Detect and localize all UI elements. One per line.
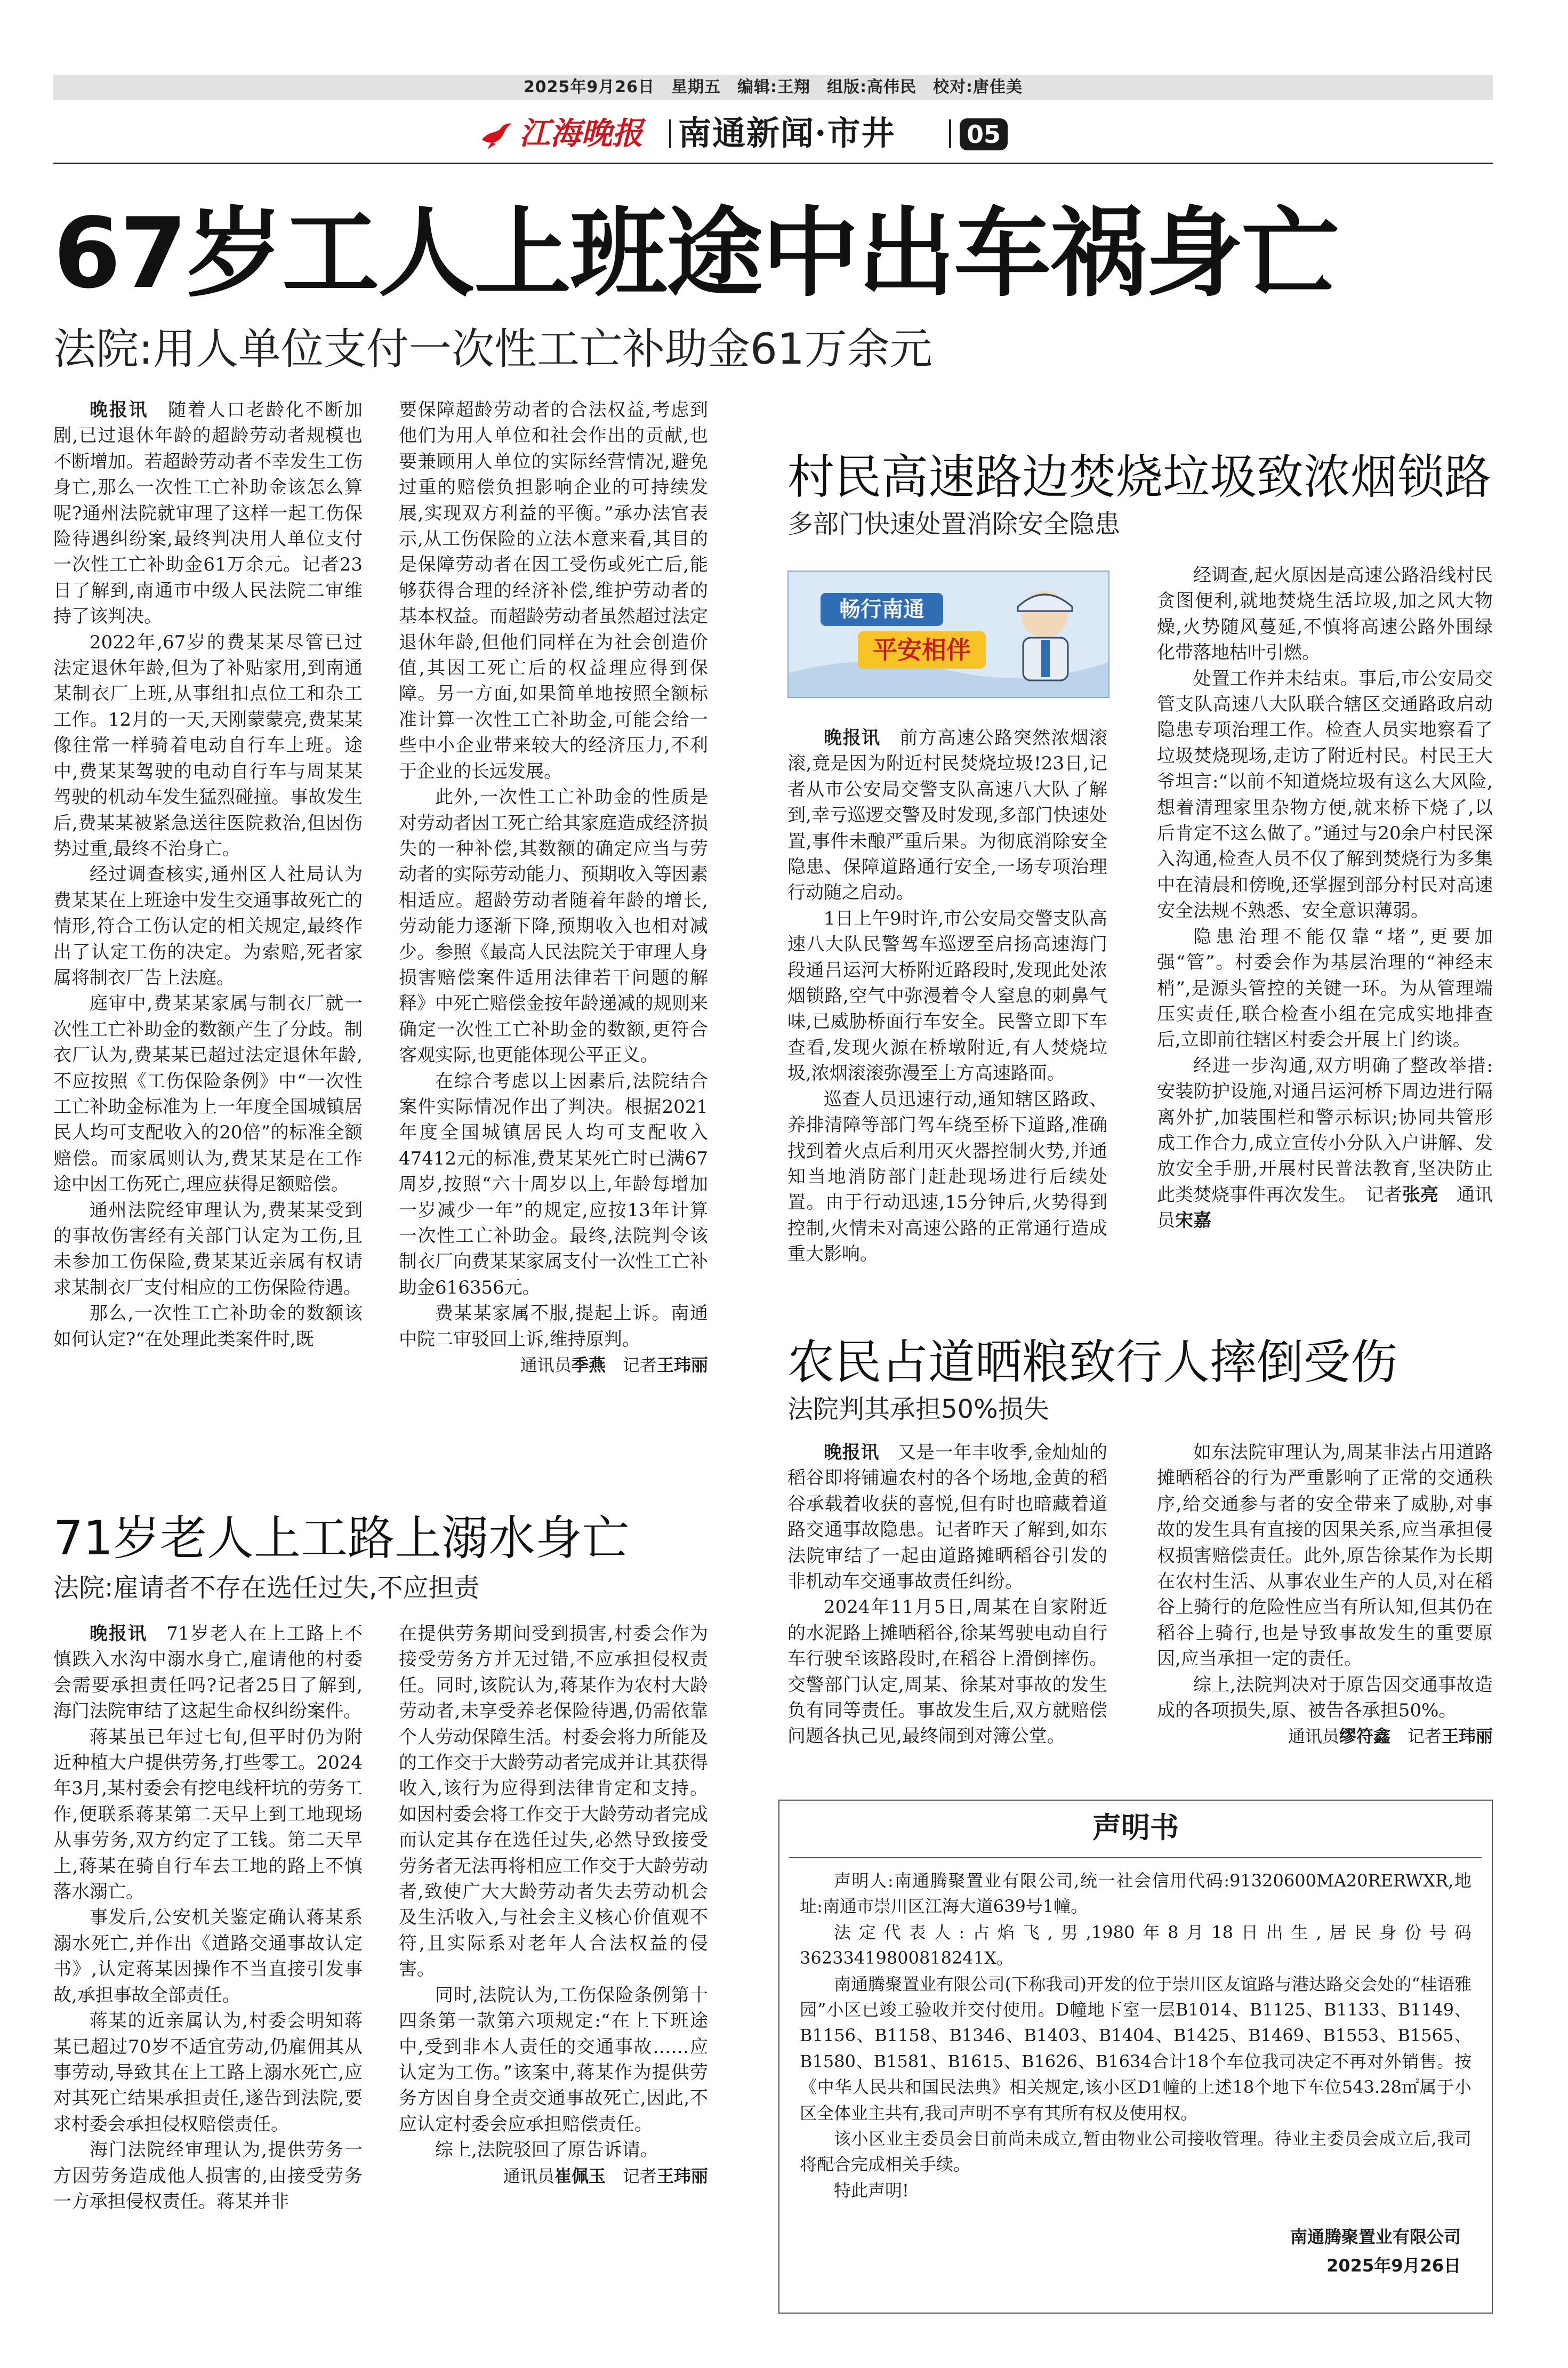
article-paragraph: 经调查,起火原因是高速公路沿线村民贪图便利,就地焚烧生活垃圾,加之风大物燥,火势随风蔓延,不慎将高速公路外围绿化带落地枯叶引燃。 (1157, 565, 1493, 664)
story2-headline: 村民高速路边焚烧垃圾致浓烟锁路 (787, 449, 1492, 504)
article-paragraph: 蒋某的近亲属认为,村委会明知蒋某已超过70岁不适宜劳动,仍雇佣其从事劳动,导致其在上工路上溺水死亡,应对其死亡结果承担责任,遂告到法院,要求村委会承担侵权赔偿责任。 (53, 2010, 363, 2135)
story3-column-2 (1157, 1440, 1493, 1749)
notice-signer: 南通腾聚置业有限公司 (1290, 2227, 1461, 2247)
lead-tag: 晚报讯 (824, 1442, 880, 1463)
article-paragraph: 经进一步沟通,双方明确了整改举措:安装防护设施,对通吕运河桥下周边进行隔离外扩,加装围栏和警示标识;协同共管形成工作合力,成立宣传小分队入户讲解、发放安全手册,开展村民普法教育,坚决防止此类焚烧事件再次发生。 记者张亮 通讯员宋嘉 (1157, 1055, 1493, 1232)
lead-tag: 晚报讯 (824, 727, 881, 749)
section-name: 南通新闻·市井 (678, 114, 896, 152)
main-article-column-2 (399, 397, 708, 1378)
notice-date: 2025年9月26日 (1326, 2255, 1461, 2276)
banner-line1: 畅行南通 (839, 597, 924, 622)
byline: 通讯员崔佩玉 记者王玮丽 (503, 2165, 708, 2186)
article-paragraph: 此外,一次性工亡补助金的性质是对劳动者因工死亡给其家庭造成经济损失的一种补偿,其数额的确定应当与劳动者的实际劳动能力、预期收入等因素相适应。超龄劳动者随着年龄的增长,劳动能力逐渐下降,预期收入也相对减少。参照《最高人民法院关于审理人身损害赔偿案件适用法律若干问题的解释》中死亡赔偿金按年龄递减的规则来确定一次性工亡补助金的数额,更符合客观实际,也更能体现公平正义。 (399, 786, 708, 1066)
swallow-logo-icon (480, 118, 514, 152)
legal-notice (778, 1800, 1493, 2333)
header-rule (53, 163, 1493, 164)
story2-column-2 (1157, 563, 1493, 1234)
story3-subhead: 法院判其承担50%损失 (787, 1394, 1049, 1424)
notice-signature (800, 2222, 1471, 2280)
article-paragraph: 晚报讯 前方高速公路突然浓烟滚滚,竟是因为附近村民焚烧垃圾!23日,记者从市公安局交警支队高速八大队了解到,幸亏巡逻交警及时发现,多部门快速处置,事件未酿严重后果。为彻底消除安全隐患、保障道路通行安全,一场专项治理行动随之启动。 (787, 727, 1108, 904)
article-paragraph: 晚报讯 71岁老人在上工路上不慎跌入水沟中溺水身亡,雇请他的村委会需要承担责任吗?记者25日了解到,海门法院审结了这起生命权纠纷案件。 (53, 1623, 363, 1722)
notice-paragraph: 该小区业主委员会目前尚未成立,暂由物业公司接收管理。待业主委员会成立后,我司将配合完成相关手续。 (800, 2129, 1471, 2175)
article-paragraph: 那么,一次性工亡补助金的数额该如何认定?“在处理此类案件时,既 (53, 1303, 363, 1350)
notice-paragraph: 南通腾聚置业有限公司(下称我司)开发的位于崇川区友谊路与港达路交会处的“桂语雅园”小区已竣工验收并交付使用。D幢地下室一层B1014、B1125、B1133、B1149、B1156、B1158、B1346、B1403、B1404、B1425、B1469、B1553、B1565、B1580、B1581、B1615、B1626、B1634合计18个车位我司决定不再对外销售。按《中华人民共和国民法典》相关规定,该小区D1幢的上述18个地下车位543.28㎡属于小区全体业主共有,我司声明不享有其所有权及使用权。 (800, 1973, 1471, 2123)
article-paragraph: 费某某家属不服,提起上诉。南通中院二审驳回上诉,维持原判。 (399, 1303, 708, 1350)
story2-subhead: 多部门快速处置消除安全隐患 (787, 509, 1121, 539)
article-paragraph: 综上,法院判决对于原告因交通事故造成的各项损失,原、被告各承担50%。 (1157, 1674, 1493, 1722)
byline: 通讯员缪符鑫 记者王玮丽 (1288, 1726, 1493, 1747)
article-paragraph: 2024年11月5日,周某在自家附近的水泥路上摊晒稻谷,徐某驾驶电动自行车行驶至该路段时,在稻谷上滑倒摔伤。交警部门认定,周某、徐某对事故的发生负有同等责任。事故发生后,双方就赔偿问题各执己见,最终闹到对簿公堂。 (787, 1596, 1107, 1747)
article-paragraph: 巡查人员迅速行动,通知辖区路政、养排清障等部门驾车绕至桥下道路,准确找到着火点后利用灭火器控制火势,并通知当地消防部门赶赴现场进行后续处置。由于行动迅速,15分钟后,火势得到控制,火情未对高速公路的正常通行造成重大影响。 (787, 1088, 1107, 1265)
article-paragraph: 蒋某虽已年过七旬,但平时仍为附近种植大户提供劳务,打些零工。2024年3月,某村委会有挖电线杆坑的劳务工作,便联系蒋某第二天早上到工地现场从事劳务,双方约定了工钱。第二天早上,蒋某在骑自行车去工地的路上不慎落水溺亡。 (53, 1726, 363, 1903)
newspaper-logo (480, 107, 643, 160)
article-paragraph: 隐患治理不能仅靠“堵”,更要加强“管”。村委会作为基层治理的“神经末梢”,是源头管控的关键一环。为从管理端压实责任,联合检查小组在完成实地排查后,立即前往辖区村委会开展上门约谈。 (1157, 926, 1493, 1051)
story2-column-1 (787, 725, 1107, 1267)
lead-tag: 晚报讯 (90, 1623, 148, 1644)
notice-paragraph: 特此声明! (834, 2180, 909, 2201)
story4-headline: 71岁老人上工路上溺水身亡 (53, 1511, 629, 1566)
notice-title: 声明书 (1092, 1811, 1179, 1844)
article-paragraph: 要保障超龄劳动者的合法权益,考虑到他们为用人单位和社会作出的贡献,也要兼顾用人单位的实际经营情况,避免过重的赔偿负担影响企业的可持续发展,实现双方利益的平衡。”承办法官表示,从工伤保险的立法本意来看,其目的是保障劳动者在因工受伤或死亡后,能够获得合理的经济补偿,维护劳动者的基本权益。而超龄劳动者虽然超过法定退休年龄,但他们同样在为社会创造价值,其因工死亡后的权益理应得到保障。另一方面,如果简单地按照全额标准计算一次性工亡补助金,可能会给一些中小企业带来较大的经济压力,不利于企业的长远发展。 (399, 399, 708, 782)
article-paragraph: 经过调查核实,通州区人社局认为费某某在上班途中发生交通事故死亡的情形,符合工伤认定的相关规定,最终作出了认定工伤的决定。为索赔,死者家属将制衣厂告上法庭。 (53, 864, 363, 989)
article-paragraph: 在提供劳务期间受到损害,村委会作为接受劳务方并无过错,不应承担侵权责任。同时,该院认为,蒋某作为农村大龄劳动者,未享受养老保险待遇,仍需依靠个人劳动保障生活。村委会将力所能及的工作交于大龄劳动者完成并让其获得收入,该行为应得到法律肯定和支持。如因村委会将工作交于大龄劳动者完成而认定其存在选任过失,必然导致接受劳务者无法再将相应工作交于大龄劳动者,致使广大大龄劳动者失去劳动机会及生活收入,与社会主义核心价值观不符,且实际系对老年人合法权益的侵害。 (399, 1623, 708, 1980)
article-paragraph: 通州法院经审理认为,费某某受到的事故伤害经有关部门认定为工伤,且未参加工伤保险,费某某近亲属有权请求某制衣厂支付相应的工伤保险待遇。 (53, 1199, 363, 1298)
masthead-divider (669, 119, 671, 148)
story3-column-1 (787, 1440, 1107, 1749)
main-article-column-1 (53, 397, 363, 1352)
article-paragraph: 晚报讯 又是一年丰收季,金灿灿的稻谷即将铺遍农村的各个场地,金黄的稻谷承载着收获的喜悦,但有时也暗藏着道路交通事故隐患。记者昨天了解到,如东法院审结了一起由道路摊晒稻谷引发的非机动车交通事故责任纠纷。 (787, 1442, 1108, 1593)
article-paragraph: 同时,法院认为,工伤保险条例第十四条第一款第六项规定:“在上下班途中,受到非本人责任的交通事故……应认定为工伤。”该案中,蒋某作为提供劳务方因自身全责交通事故死亡,因此,不应认定村委会应承担赔偿责任。 (399, 1984, 708, 2135)
article-paragraph: 海门法院经审理认为,提供劳务一方因劳务造成他人损害的,由接受劳务一方承担侵权责任。蒋某并非 (53, 2139, 363, 2212)
story4-column-1 (53, 1621, 363, 2214)
header-bar (53, 75, 1493, 100)
story4-subhead: 法院:雇请者不存在选任过失,不应担责 (53, 1573, 480, 1603)
logo-text: 江海晚报 (519, 115, 644, 151)
notice-body (800, 1868, 1471, 2280)
notice-divider (789, 1857, 1482, 1858)
masthead (480, 107, 1093, 160)
story3-headline: 农民占道晒粮致行人摔倒受伤 (787, 1335, 1398, 1390)
article-paragraph: 2022年,67岁的费某某尽管已过法定退休年龄,但为了补贴家用,到南通某制衣厂上班,从事组扣点位工和杂工工作。12月的一天,天刚蒙蒙亮,费某某像往常一样骑着电动自行车上班。途中,费某某驾驶的电动自行车与周某某驾驶的机动车发生猛烈碰撞。事故发生后,费某某被紧急送往医院救治,但因伤势过重,最终不治身亡。 (53, 631, 363, 860)
byline: 记者张亮 通讯员宋嘉 (1157, 1184, 1493, 1232)
banner-line2: 平安相伴 (873, 636, 971, 664)
page-number: 05 (960, 118, 1008, 150)
dateline: 2025年9月26日 星期五 编辑:王翔 组版:高伟民 校对:唐佳美 (523, 78, 1023, 97)
article-paragraph: 综上,法院驳回了原告诉请。 (435, 2139, 658, 2161)
byline: 通讯员季燕 记者王玮丽 (520, 1355, 708, 1376)
notice-paragraph: 法定代表人:占焰飞,男,1980年8月18日出生,居民身份号码36233419800818241X。 (800, 1922, 1471, 1969)
article-paragraph: 1日上午9时许,市公安局交警支队高速八大队民警驾车巡逻至启扬高速海门段通吕运河大桥附近路段时,发现此处浓烟锁路,空气中弥漫着令人窒息的刺鼻气味,已威胁桥面行车安全。民警立即下车查看,发现火源在桥墩附近,有人焚烧垃圾,浓烟滚滚弥漫至上方高速路面。 (787, 908, 1107, 1085)
masthead-divider (949, 119, 951, 148)
article-paragraph: 如东法院审理认为,周某非法占用道路摊晒稻谷的行为严重影响了正常的交通秩序,给交通参与者的安全带来了威胁,对事故的发生具有直接的因果关系,应当承担侵权损害赔偿责任。此外,原告徐某作为长期在农村生活、从事农业生产的人员,对在稻谷上骑行的危险性应当有所认知,但其仍在稻谷上骑行,也是导致事故发生的重要原因,应当承担一定的责任。 (1157, 1442, 1493, 1670)
article-paragraph: 事发后,公安机关鉴定确认蒋某系溺水死亡,并作出《道路交通事故认定书》,认定蒋某因操作不当直接引发事故,承担事故全部责任。 (53, 1907, 363, 2006)
notice-paragraph: 声明人:南通腾聚置业有限公司,统一社会信用代码:91320600MA20RERWXR,地址:南通市崇川区江海大道639号1幢。 (800, 1871, 1471, 1917)
column-banner (787, 571, 1109, 698)
main-headline: 67岁工人上班途中出车祸身亡 (53, 197, 1338, 310)
article-paragraph: 处置工作并未结束。事后,市公安局交管支队高速八大队联合辖区交通路政启动隐患专项治理工作。检查人员实地察看了垃圾焚烧现场,走访了附近村民。村民王大爷坦言:“以前不知道烧垃圾有这么大风险,想着清理家里杂物方便,就来桥下烧了,以后肯定不这么做了。”通过与20余户村民深入沟通,检查人员不仅了解到焚烧行为多集中在清晨和傍晚,还掌握到部分村民对高速安全法规不熟悉、安全意识薄弱。 (1157, 668, 1493, 922)
article-paragraph: 晚报讯 随着人口老龄化不断加剧,已过退休年龄的超龄劳动者规模也不断增加。若超龄劳动者不幸发生工伤身亡,那么一次性工亡补助金该怎么算呢?通州法院就审理了这样一起工伤保险待遇纠纷案,最终判决用人单位支付一次性工亡补助金61万余元。记者23日了解到,南通市中级人民法院二审维持了该判决。 (53, 399, 363, 628)
main-subhead: 法院:用人单位支付一次性工亡补助金61万余元 (53, 324, 932, 374)
lead-tag: 晚报讯 (90, 399, 149, 421)
story4-column-2 (399, 1621, 708, 2189)
article-paragraph: 在综合考虑以上因素后,法院结合案件实际情况作出了判决。根据2021年度全国城镇居民人均可支配收入47412元的标准,费某某死亡时已满67周岁,按照“六十周岁以上,年龄每增加一岁减少一年”的规定,应按13年计算一次性工亡补助金。最终,法院判令该制衣厂向费某某家属支付一次性工亡补助金616356元。 (399, 1070, 708, 1298)
article-paragraph: 庭审中,费某某家属与制衣厂就一次性工亡补助金的数额产生了分歧。制衣厂认为,费某某已超过法定退休年龄,不应按照《工伤保险条例》中“一次性工亡补助金标准为上一年度全国城镇居民人均可支配收入的20倍”的标准全额赔偿。而家属则认为,费某某是在工作途中因工伤死亡,理应获得足额赔偿。 (53, 993, 363, 1195)
